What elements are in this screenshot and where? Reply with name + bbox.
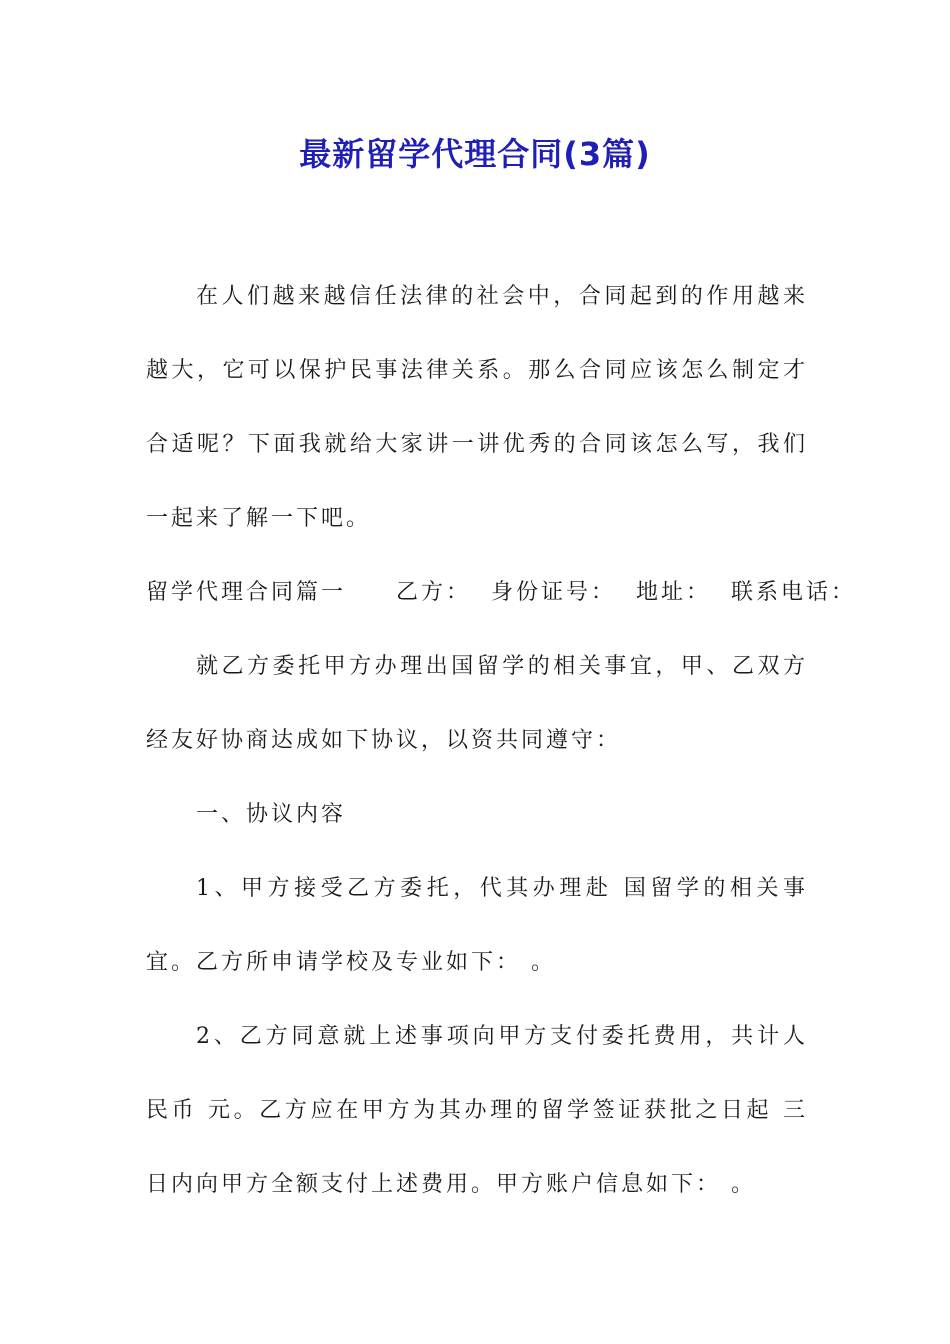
intro-paragraph: 在人们越来越信任法律的社会中，合同起到的作用越来越大，它可以保护民事法律关系。那么合同应该怎么制定才合适呢？下面我就给大家讲一讲优秀的合同该怎么写，我们一起来了解一下吧。 bbox=[146, 284, 808, 531]
section-header-line: 留学代理合同篇一 乙方： 身份证号： 地址： 联系电话： bbox=[146, 580, 856, 605]
clause-heading: 一、协议内容 bbox=[196, 802, 347, 827]
clause-item-1: 1、甲方接受乙方委托，代其办理赴 国留学的相关事宜。乙方所申请学校及专业如下： 。 bbox=[146, 876, 808, 975]
clause-item-2: 2、乙方同意就上述事项向甲方支付委托费用，共计人民币 元。乙方应在甲方为其办理的留学签证获批之日起 三 日内向甲方全额支付上述费用。甲方账户信息如下： 。 bbox=[146, 1024, 808, 1197]
agreement-preamble: 就乙方委托甲方办理出国留学的相关事宜，甲、乙双方经友好协商达成如下协议，以资共同遵守： bbox=[146, 654, 808, 753]
document-body bbox=[146, 260, 856, 1222]
document-title: 最新留学代理合同(3篇) bbox=[299, 135, 651, 173]
